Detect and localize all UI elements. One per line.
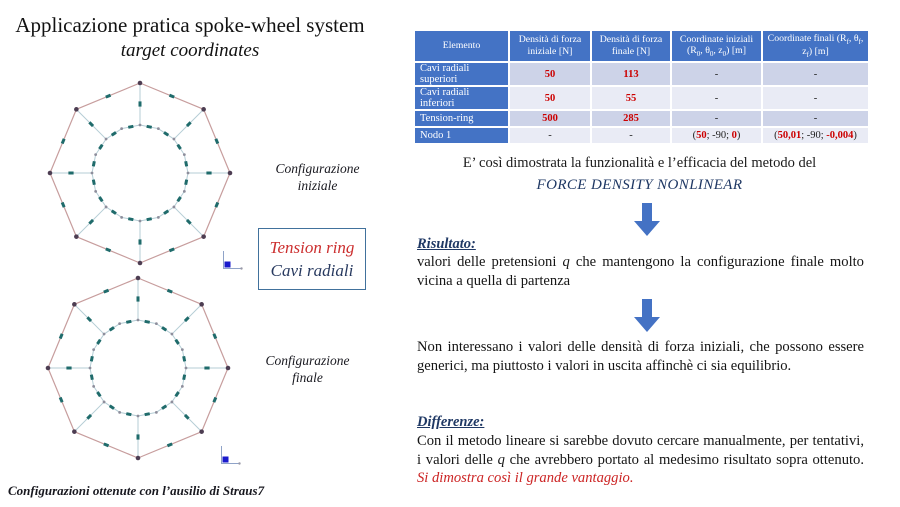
table-cell: - [672, 87, 761, 109]
table-row-label: Cavi radiali inferiori [415, 87, 508, 109]
table-cell: 285 [592, 111, 670, 126]
table-header-cell: Densità di forza iniziale [N] [510, 31, 590, 61]
table-header-cell: Densità di forza finale [N] [592, 31, 670, 61]
legend-tension-ring: Tension ring [269, 237, 355, 257]
table-cell: 113 [592, 63, 670, 85]
table-row-label: Cavi radiali superiori [415, 63, 508, 85]
differenze-paragraph: Con il metodo lineare si sarebbe dovuto cercare manualmente, per tentativi, i valori delle q che avrebbero portato al medesimo risultato sopra ottenuto. Si dimostra così il grande vantaggio. [417, 433, 864, 487]
legend-cavi-radiali: Cavi radiali [270, 260, 354, 280]
table-cell: (50,01; -90; -0,004) [763, 128, 868, 143]
table-cell: - [763, 87, 868, 109]
table-row-label: Tension-ring [415, 111, 508, 126]
table-cell: - [763, 111, 868, 126]
table-row [415, 128, 868, 143]
results-table-body [415, 63, 868, 143]
spoke-wheel-diagram-initial [35, 68, 245, 278]
risultato-paragraph: valori delle pretensioni q che mantengono la configurazione finale molto vicina a quella di partenza [417, 254, 864, 289]
table-cell: - [672, 111, 761, 126]
intro-text-line1: E’ così dimostrata la funzionalità e l’efficacia del metodo del [462, 155, 817, 171]
table-cell: 55 [592, 87, 670, 109]
table-header-cell: Elemento [415, 31, 508, 61]
risultato-label: Risultato: [417, 236, 476, 252]
table-row [415, 63, 868, 85]
label-configurazione-iniziale: Configurazione iniziale [275, 161, 360, 193]
slide-title: Applicazione pratica spoke-wheel system [15, 13, 365, 37]
axis-triad-icon [221, 446, 241, 465]
label-configurazione-finale: Configurazione finale [265, 353, 350, 385]
table-row-label: Nodo 1 [415, 128, 508, 143]
table-cell: 50 [510, 63, 590, 85]
spoke-wheel-diagram-final [33, 263, 243, 473]
table-cell: - [510, 128, 590, 143]
table-cell: 50 [510, 87, 590, 109]
down-arrow-icon [634, 299, 660, 332]
table-cell: - [763, 63, 868, 85]
table-row [415, 87, 868, 109]
table-cell: - [672, 63, 761, 85]
table-cell: 500 [510, 111, 590, 126]
table-header-cell: Coordinate finali ($R_f$, $\theta_f$, $z_f$) [m] [763, 31, 868, 61]
table-row [415, 111, 868, 126]
results-table [413, 29, 870, 145]
table-cell: (50; -90; 0) [672, 128, 761, 143]
down-arrow-icon [634, 203, 660, 236]
differenze-label: Differenze: [417, 414, 485, 430]
results-table-header [415, 31, 868, 61]
legend-box [258, 228, 366, 290]
intro-text-force-density: FORCE DENSITY NONLINEAR [536, 177, 743, 193]
straus7-caption: Configurazioni ottenute con l’ausilio di Straus7 [8, 483, 265, 498]
table-header-cell: Coordinate iniziali ($R_0$, $\theta_0$, $z_0$) [m] [672, 31, 761, 61]
slide-subtitle: target coordinates [120, 40, 260, 61]
table-cell: - [592, 128, 670, 143]
densita-paragraph: Non interessano i valori delle densità di forza iniziali, che possono essere generici, ma piuttosto i valori in uscita affinchè ci sia equilibrio. [417, 339, 864, 374]
